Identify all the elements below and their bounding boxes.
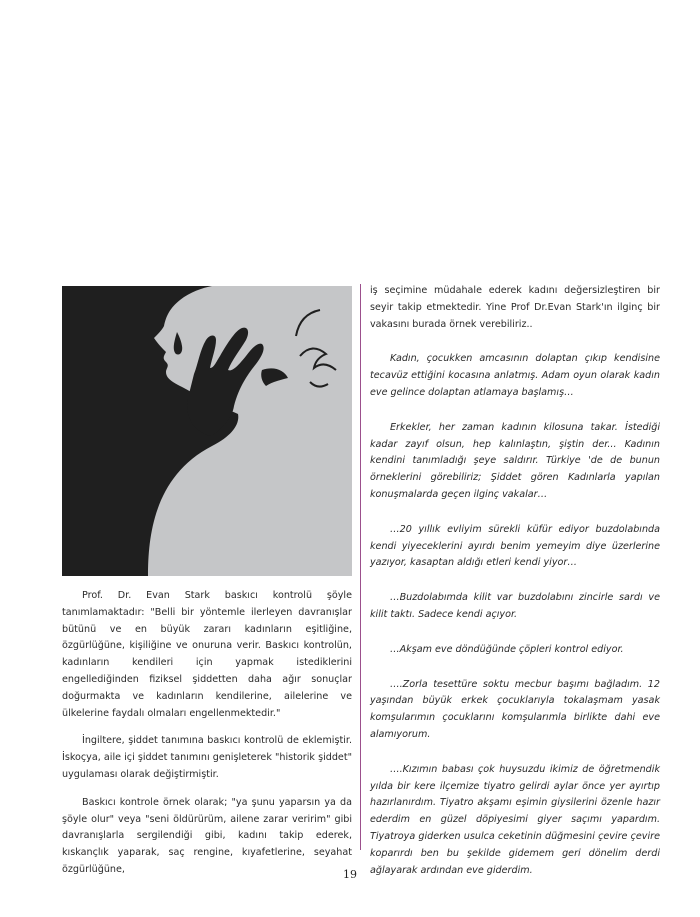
column-divider bbox=[360, 284, 361, 850]
right-column-text bbox=[370, 283, 660, 897]
quote-paragraph: ….Zorla tesettüre soktu mecbur başımı bağladım. 12 yaşından büyük erkek çocuklarıyla tokalaşmam yasak komşularımın çocuklarını komşularımla birlikte dahi eve alamıyorum. bbox=[370, 678, 660, 740]
paragraph: Prof. Dr. Evan Stark baskıcı kontrolü şöyle tanımlamaktadır: "Belli bir yöntemle ilerleyen davranışlar bütünü ve en büyük zararı kadınların eşitliğine, özgürlüğüne, kişiliğine ve onuruna verir. Baskıcı kontrolün, kadınların kendileri için yapmak istediklerini engellediğinden fiziksel şiddetten daha ağır sonuçlar doğurmakta ve kadınların kendilerine, ailelerine ve ülkelerine faydalı olmaları engellenmektedir." bbox=[62, 590, 352, 719]
page-number: 19 bbox=[343, 868, 357, 881]
paragraph: Baskıcı kontrole örnek olarak; "ya şunu yaparsın ya da şöyle olur" veya "seni öldürürüm, ailene zarar veririm" gibi davranışlarla sergilendiği gibi, kadını takip ederek, kıskançlık yaparak, saç rengine, kıyafetlerine, seyahat özgürlüğüne, bbox=[62, 796, 352, 875]
quote-paragraph: Erkekler, her zaman kadının kilosuna takar. İstediği kadar zayıf olsun, hep kalınlaştın, şiştin der... Kadının kendini tanımladığı şeye saldırır. Türkiye 'de de bunun örneklerini görebiliriz; Şiddet gören Kadınlarla yapılan konuşmalarda geçen ilginç vakalar… bbox=[370, 421, 660, 500]
silhouette-woman-hand-on-neck-icon bbox=[62, 286, 352, 576]
quote-paragraph: …20 yıllık evliyim sürekli küfür ediyor buzdolabında kendi yiyeceklerini ayırdı benim yemeyim diye üzerlerine yazıyor, kasaptan aldığı etleri kendi yiyor… bbox=[370, 523, 660, 569]
paragraph: İngiltere, şiddet tanımına baskıcı kontrolü de eklemiştir. İskoçya, aile içi şiddet tanımını genişleterek "historik şiddet" uygulaması olarak değiştirmiştir. bbox=[62, 735, 352, 780]
quote-paragraph: ….Kızımın babası çok huysuzdu ikimiz de öğretmendik yılda bir kere ilçemize tiyatro gelirdi aylar önce yer ayırtıp hazırlanırdım. Tiyatro akşamı eşimin giysilerini özenle hazır ederdim en güzel döpiyesimi giyer saçımı yapardım. Tiyatroya giderken usulca ceketinin düğmesini çevire çevire koparırdı ben bu şekilde gidemem geri dönelim derdi ağlayarak ardından eve giderdim. bbox=[370, 763, 660, 876]
quote-paragraph: Kadın, çocukken amcasının dolaptan çıkıp kendisine tecavüz ettiğini kocasına anlatmış. Adam oyun olarak kadın eve gelince dolaptan atlamaya başlamış… bbox=[370, 353, 660, 398]
illustration-silhouette bbox=[62, 286, 352, 576]
quote-paragraph: …Buzdolabımda kilit var buzdolabını zincirle sardı ve kilit taktı. Sadece kendi açıyor. bbox=[370, 592, 660, 620]
paragraph-intro: iş seçimine müdahale ederek kadını değersizleştiren bir seyir takip etmektedir. Yine Prof Dr.Evan Stark'ın ilginç bir vakasını burada örnek verebiliriz.. bbox=[370, 285, 660, 330]
quote-paragraph: …Akşam eve döndüğünde çöpleri kontrol ediyor. bbox=[390, 643, 624, 655]
left-column-text bbox=[62, 588, 352, 890]
